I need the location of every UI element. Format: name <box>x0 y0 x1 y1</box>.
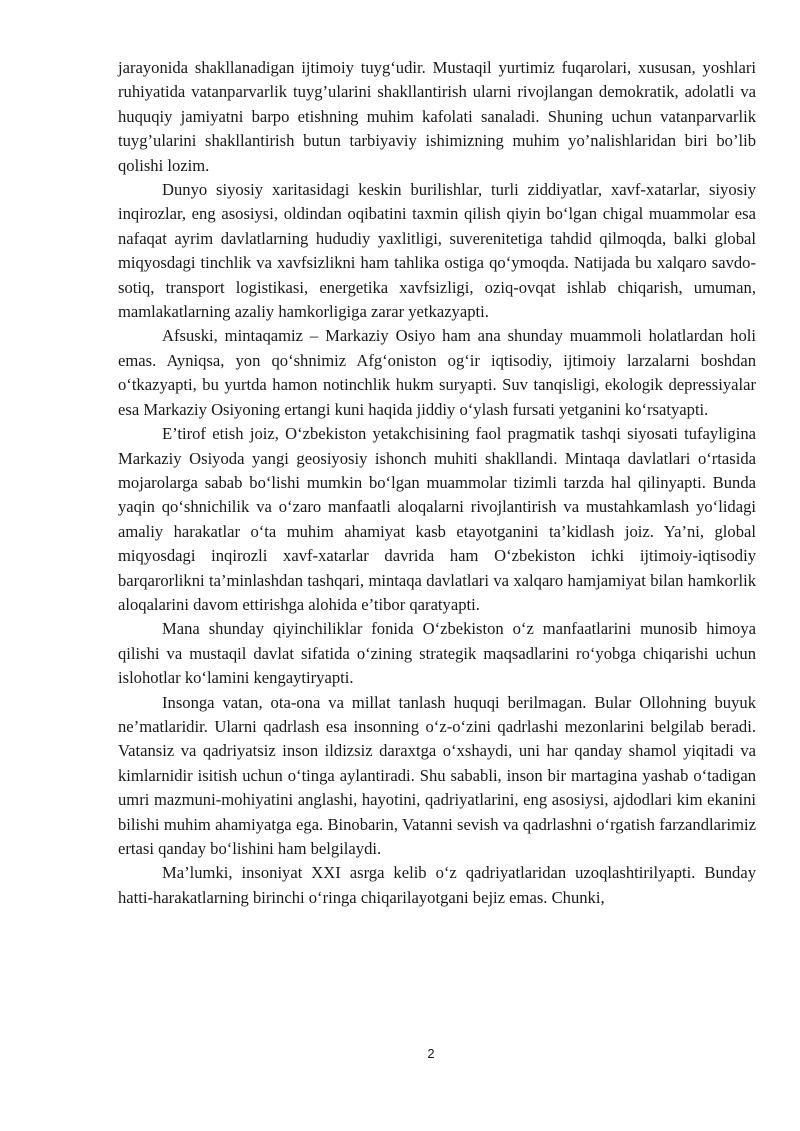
document-body <box>118 56 756 910</box>
paragraph-3: Afsuski, mintaqamiz – Markaziy Osiyo ham ana shunday muammoli holatlardan holi emas. Ayniqsa, yon qo‘shnimiz Afg‘oniston og‘ir iqtisodiy, ijtimoiy larzalarni boshdan o‘tkazyapti, bu yurtda hamon notinchlik hukm suryapti. Suv tanqisligi, ekologik depressiyalar esa Markaziy Osiyoning ertangi kuni haqida jiddiy o‘ylash fursati yetganini ko‘rsatyapti. <box>118 326 756 419</box>
paragraph-6: Insonga vatan, ota-ona va millat tanlash huquqi berilmagan. Bular Ollohning buyuk ne’matlaridir. Ularni qadrlash esa insonning o‘z-o‘zini qadrlashi mezonlarini belgilab beradi. Vatansiz va qadriyatsiz inson ildizsiz daraxtga o‘xshaydi, uni har qanday shamol yiqitadi va kimlarnidir isitish uchun o‘tinga aylantiradi. Shu sababli, inson bir martagina yashab o‘tadigan umri mazmuni-mohiyatini anglashi, hayotini, qadriyatlarini, eng asosiysi, ajdodlari kim ekanini bilishi muhim ahamiyatga ega. Binobarin, Vatanni sevish va qadrlashni o‘rgatish farzandlarimiz ertasi qanday bo‘lishini ham belgilaydi. <box>118 692 756 858</box>
paragraph-1: jarayonida shakllanadigan ijtimoiy tuyg‘udir. Mustaqil yurtimiz fuqarolari, xususan, yoshlari ruhiyatida vatanparvarlik tuyg’ularini shakllantirish ularni rivojlangan demokratik, adolatli va huquqiy jamiyatni barpo etishning muhim kafolati sanaladi. Shuning uchun vatanparvarlik tuyg’ularini shakllantirish butun tarbiyaviy ishimizning muhim yo’nalishlaridan biri bo’lib qolishi lozim. <box>118 58 756 175</box>
paragraph-2: Dunyo siyosiy xaritasidagi keskin burilishlar, turli ziddiyatlar, xavf-xatarlar, siyosiy inqirozlar, eng asosiysi, oldindan oqibatini taxmin qilish qiyin bo‘lgan chigal muammolar esa nafaqat ayrim davlatlarning hududiy yaxlitligi, suverenitetiga tahdid qilmoqda, balki global miqyosdagi tinchlik va xavfsizlikni ham tahlika ostiga qo‘ymoqda. Natijada bu xalqaro savdo-sotiq, transport logistikasi, energetika xavfsizligi, oziq-ovqat ishlab chiqarish, umuman, mamlakatlarning azaliy hamkorligiga zarar yetkazyapti. <box>118 180 756 322</box>
paragraph-5: Mana shunday qiyinchiliklar fonida O‘zbekiston o‘z manfaatlarini munosib himoya qilishi va mustaqil davlat sifatida o‘zining strategik maqsadlarini ro‘yobga chiqarishi uchun islohotlar ko‘lamini kengaytiryapti. <box>118 619 756 688</box>
paragraph-7: Ma’lumki, insoniyat XXI asrga kelib o‘z qadriyatlaridan uzoqlashtirilyapti. Bunday hatti-harakatlarning birinchi o‘ringa chiqarilayotgani bejiz emas. Chunki, <box>118 863 756 907</box>
paragraph-4: E’tirof etish joiz, O‘zbekiston yetakchisining faol pragmatik tashqi siyosati tufayligina Markaziy Osiyoda yangi geosiyosiy ishonch muhiti shakllandi. Mintaqa davlatlari o‘rtasida mojarolarga sabab bo‘lishi mumkin bo‘lgan muammolar tizimli tarzda hal qilinyapti. Bunda yaqin qo‘shnichilik va o‘zaro manfaatli aloqalarni rivojlantirish va mustahkamlash yo‘lidagi amaliy harakatlar o‘ta muhim ahamiyat kasb etayotganini ta’kidlash joiz. Ya’ni, global miqyosdagi inqirozli xavf-xatarlar davrida ham O‘zbekiston ichki ijtimoiy-iqtisodiy barqarorlikni ta’minlashdan tashqari, mintaqa davlatlari va xalqaro hamjamiyat bilan hamkorlik aloqalarini davom ettirishga alohida e’tibor qaratyapti. <box>118 424 756 614</box>
page-number: 2 <box>427 1046 435 1061</box>
